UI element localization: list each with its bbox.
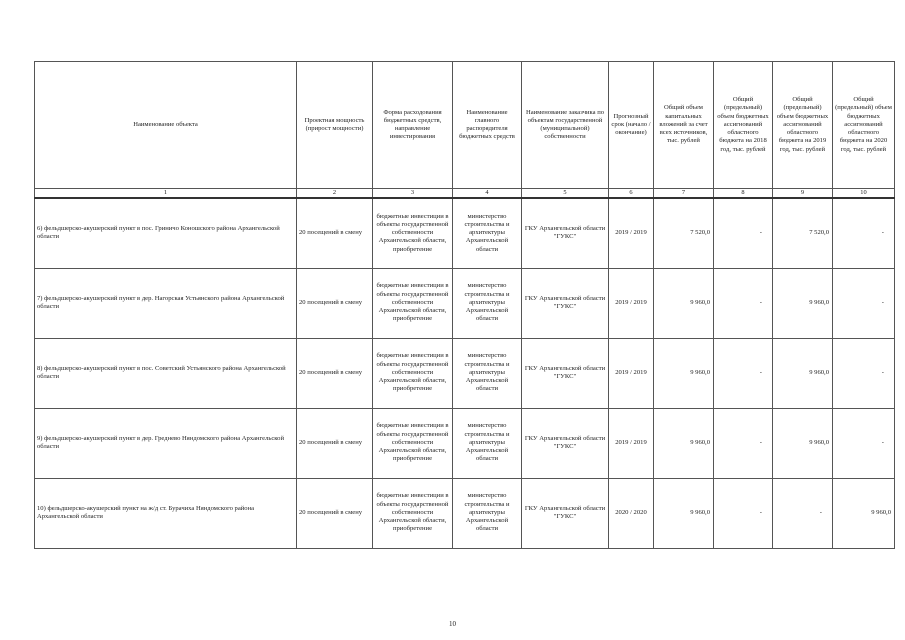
header-budget-distributor: Наименование главного распорядителя бюджетных средств — [453, 62, 522, 189]
capacity-cell: 20 посещений в смену — [297, 408, 373, 478]
header-term: Прогнозный срок (начало / окончание) — [609, 62, 654, 189]
budget-2019-cell: 9 960,0 — [773, 338, 833, 408]
total-cell: 9 960,0 — [654, 408, 714, 478]
budget-2020-cell: - — [833, 268, 895, 338]
column-number: 2 — [297, 189, 373, 199]
header-budget-2018: Общий (предельный) объем бюджетных ассигнований областного бюджета на 2018 год, тыс. рублей — [714, 62, 773, 189]
table-row — [35, 408, 895, 478]
column-number: 10 — [833, 189, 895, 199]
budget-2020-cell: 9 960,0 — [833, 478, 895, 548]
object-name-cell: 10) фельдшерско-акушерский пункт на ж/д ст. Бурачиха Няндомского района Архангельской области — [35, 478, 297, 548]
column-number: 5 — [522, 189, 609, 199]
capacity-cell: 20 посещений в смену — [297, 478, 373, 548]
page-number: 10 — [449, 620, 456, 628]
capacity-cell: 20 посещений в смену — [297, 268, 373, 338]
distributor-cell: министерство строительства и архитектуры Архангельской области — [453, 478, 522, 548]
budget-2018-cell: - — [714, 338, 773, 408]
header-capacity: Проектная мощность (прирост мощности) — [297, 62, 373, 189]
term-cell: 2019 / 2019 — [609, 408, 654, 478]
column-number: 4 — [453, 189, 522, 199]
object-name-cell: 7) фельдшерско-акушерский пункт в дер. Нагорская Устьянского района Архангельской области — [35, 268, 297, 338]
spending-form-cell: бюджетные инвестиции в объекты государственной собственности Архангельской области, приобретение — [373, 268, 453, 338]
column-number: 1 — [35, 189, 297, 199]
header-spending-form: Форма расходования бюджетных средств, направление инвестирования — [373, 62, 453, 189]
term-cell: 2019 / 2019 — [609, 198, 654, 268]
term-cell: 2019 / 2019 — [609, 268, 654, 338]
table-row — [35, 268, 895, 338]
budget-2019-cell: 9 960,0 — [773, 408, 833, 478]
distributor-cell: министерство строительства и архитектуры Архангельской области — [453, 338, 522, 408]
spending-form-cell: бюджетные инвестиции в объекты государственной собственности Архангельской области, приобретение — [373, 408, 453, 478]
budget-2018-cell: - — [714, 408, 773, 478]
header-budget-2020: Общий (предельный) объем бюджетных ассигнований областного бюджета на 2020 год, тыс. рублей — [833, 62, 895, 189]
budget-2018-cell: - — [714, 478, 773, 548]
object-name-cell: 8) фельдшерско-акушерский пункт в пос. Советский Устьянского района Архангельской области — [35, 338, 297, 408]
column-number-row — [35, 189, 895, 199]
capacity-cell: 20 посещений в смену — [297, 338, 373, 408]
object-name-cell: 6) фельдшерско-акушерский пункт в пос. Гриничо Коношского района Архангельской области — [35, 198, 297, 268]
header-total-investment: Общий объем капитальных вложений за счет всех источников, тыс. рублей — [654, 62, 714, 189]
budget-2020-cell: - — [833, 338, 895, 408]
budget-2018-cell: - — [714, 198, 773, 268]
column-number: 8 — [714, 189, 773, 199]
distributor-cell: министерство строительства и архитектуры Архангельской области — [453, 198, 522, 268]
table-row — [35, 338, 895, 408]
distributor-cell: министерство строительства и архитектуры Архангельской области — [453, 268, 522, 338]
header-object-name: Наименование объекта — [35, 62, 297, 189]
total-cell: 7 520,0 — [654, 198, 714, 268]
object-name-cell: 9) фельдшерско-акушерский пункт в дер. Греднево Няндомского района Архангельской области — [35, 408, 297, 478]
spending-form-cell: бюджетные инвестиции в объекты государственной собственности Архангельской области, приобретение — [373, 338, 453, 408]
customer-cell: ГКУ Архангельской области "ГУКС" — [522, 478, 609, 548]
budget-2020-cell: - — [833, 408, 895, 478]
customer-cell: ГКУ Архангельской области "ГУКС" — [522, 338, 609, 408]
header-row — [35, 62, 895, 189]
column-number: 3 — [373, 189, 453, 199]
budget-2019-cell: 9 960,0 — [773, 268, 833, 338]
spending-form-cell: бюджетные инвестиции в объекты государственной собственности Архангельской области, приобретение — [373, 198, 453, 268]
customer-cell: ГКУ Архангельской области "ГУКС" — [522, 268, 609, 338]
budget-2020-cell: - — [833, 198, 895, 268]
budget-2019-cell: - — [773, 478, 833, 548]
capacity-cell: 20 посещений в смену — [297, 198, 373, 268]
table-row — [35, 198, 895, 268]
term-cell: 2020 / 2020 — [609, 478, 654, 548]
distributor-cell: министерство строительства и архитектуры Архангельской области — [453, 408, 522, 478]
term-cell: 2019 / 2019 — [609, 338, 654, 408]
total-cell: 9 960,0 — [654, 268, 714, 338]
spending-form-cell: бюджетные инвестиции в объекты государственной собственности Архангельской области, приобретение — [373, 478, 453, 548]
budget-2019-cell: 7 520,0 — [773, 198, 833, 268]
header-customer: Наименование заказчика по объектам государственной (муниципальной) собственности — [522, 62, 609, 189]
total-cell: 9 960,0 — [654, 338, 714, 408]
customer-cell: ГКУ Архангельской области "ГУКС" — [522, 198, 609, 268]
column-number: 7 — [654, 189, 714, 199]
column-number: 9 — [773, 189, 833, 199]
investment-objects-table — [34, 61, 895, 549]
customer-cell: ГКУ Архангельской области "ГУКС" — [522, 408, 609, 478]
column-number: 6 — [609, 189, 654, 199]
header-budget-2019: Общий (предельный) объем бюджетных ассигнований областного бюджета на 2019 год, тыс. рублей — [773, 62, 833, 189]
table-row — [35, 478, 895, 548]
budget-2018-cell: - — [714, 268, 773, 338]
total-cell: 9 960,0 — [654, 478, 714, 548]
